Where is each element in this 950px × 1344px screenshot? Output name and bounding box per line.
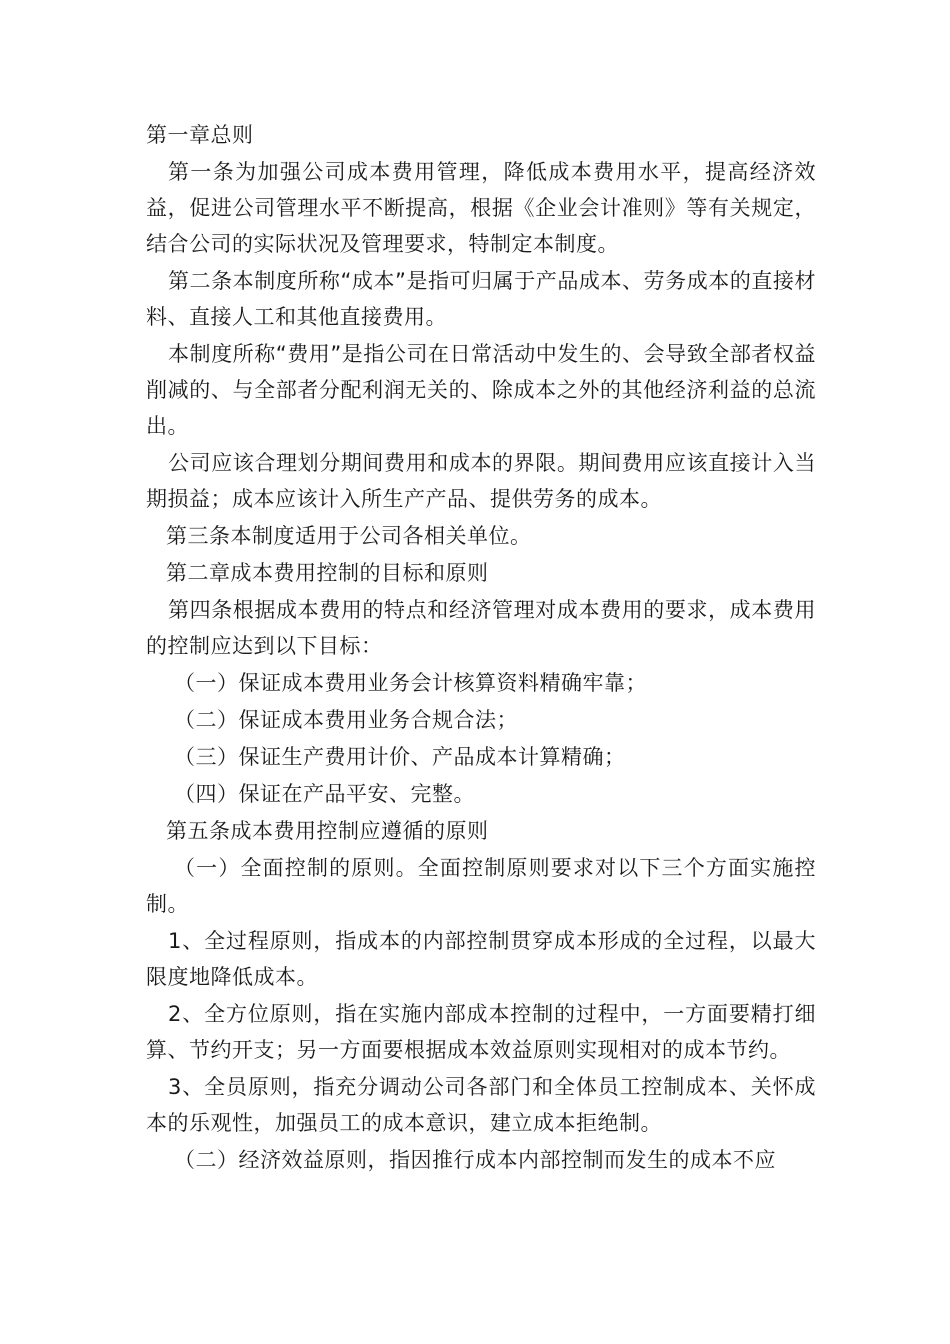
article-5: 第五条成本费用控制应遵循的原则 [166,819,489,843]
goal-item-1: （一）保证成本费用业务会计核算资料精确牢靠； [174,671,647,695]
principle-1-item-2: 2、全方位原则，指在实施内部成本控制的过程中，一方面要精打细算、节约开支；另一方面要根据成本效益原则实现相对的成本节约。 [146,1002,816,1062]
goal-item-2: （二）保证成本费用业务合规合法； [174,708,518,732]
period-expense-rule: 公司应该合理划分期间费用和成本的界限。期间费用应该直接计入当期损益；成本应该计入所生产产品、提供劳务的成本。 [146,451,816,511]
principle-1-item-1: 1、全过程原则，指成本的内部控制贯穿成本形成的全过程，以最大限度地降低成本。 [146,929,816,989]
article-1: 第一条为加强公司成本费用管理，降低成本费用水平，提高经济效益，促进公司管理水平不断提高，根据《企业会计准则》等有关规定，结合公司的实际状况及管理要求，特制定本制度。 [146,160,816,256]
principle-2: （二）经济效益原则，指因推行成本内部控制而发生的成本不应 [174,1148,776,1172]
principle-1-item-3: 3、全员原则，指充分调动公司各部门和全体员工控制成本、关怀成本的乐观性，加强员工的成本意识，建立成本拒绝制。 [146,1075,816,1135]
article-4: 第四条根据成本费用的特点和经济管理对成本费用的要求，成本费用的控制应达到以下目标： [146,598,816,658]
document-body [146,117,816,1179]
principle-1: （一）全面控制的原则。全面控制原则要求对以下三个方面实施控制。 [146,856,816,916]
article-3: 第三条本制度适用于公司各相关单位。 [166,524,532,548]
chapter-1-heading: 第一章总则 [146,123,254,147]
chapter-2-heading: 第二章成本费用控制的目标和原则 [166,561,489,585]
expense-definition: 本制度所称“费用”是指公司在日常活动中发生的、会导致全部者权益削减的、与全部者分配利润无关的、除成本之外的其他经济利益的总流出。 [146,342,816,438]
goal-item-3: （三）保证生产费用计价、产品成本计算精确； [174,745,626,769]
article-2: 第二条本制度所称“成本”是指可归属于产品成本、劳务成本的直接材料、直接人工和其他直接费用。 [146,269,816,329]
goal-item-4: （四）保证在产品平安、完整。 [174,782,475,806]
